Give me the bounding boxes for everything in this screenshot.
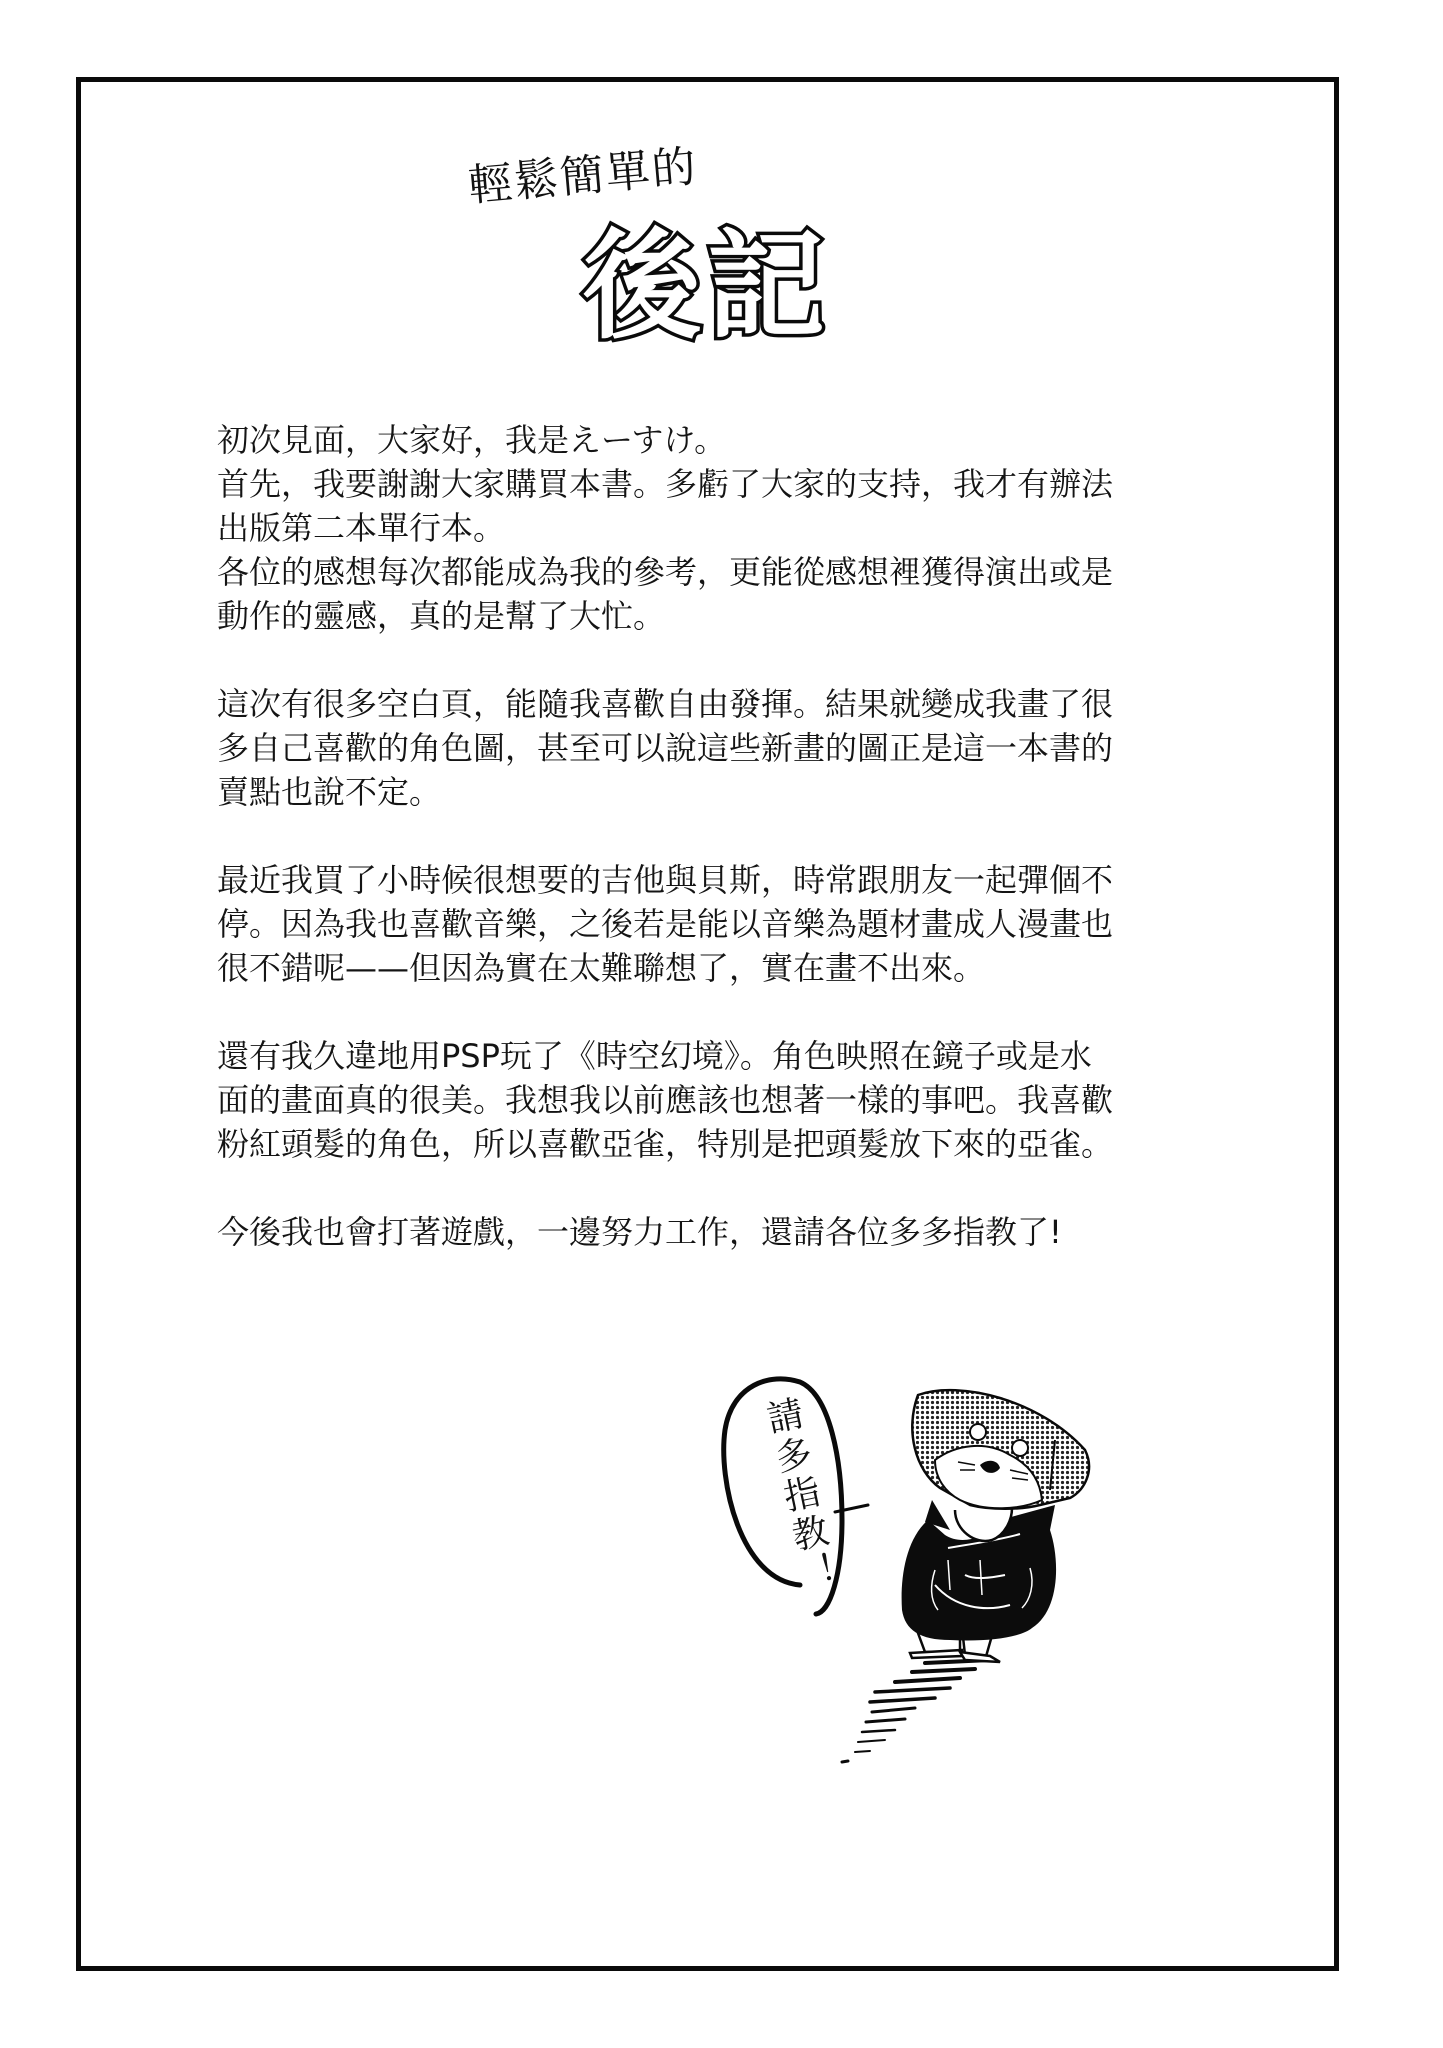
text-line: 賣點也說不定。 [217,773,442,811]
text-line: 各位的感想每次都能成為我的參考，更能從感想裡獲得演出或是 [217,553,1114,591]
text-line: 這次有很多空白頁，能隨我喜歡自由發揮。結果就變成我畫了很 [217,685,1114,723]
paragraph-games [217,1034,1197,1166]
text-line: 多自己喜歡的角色圖，甚至可以說這些新畫的圖正是這一本書的 [217,729,1114,767]
text-line: 今後我也會打著遊戲，一邊努力工作，還請各位多多指教了! [217,1213,1062,1251]
shadow-hatching-icon [842,1660,990,1762]
afterword-subtitle: 輕鬆簡單的 [466,141,700,212]
paragraph-greeting [217,418,1197,638]
paragraph-music [217,858,1197,990]
afterword-title: 後記 [583,217,832,355]
speech-bubble-text: 請多指教！ [758,1393,841,1598]
text-line: 粉紅頭髮的角色，所以喜歡亞雀，特別是把頭髮放下來的亞雀。 [217,1125,1114,1163]
text-line: 出版第二本單行本。 [217,509,506,547]
paragraph-blank-pages [217,682,1197,814]
text-line: 很不錯呢——但因為實在太難聯想了，實在畫不出來。 [217,949,986,987]
text-line: 還有我久違地用PSP玩了《時空幻境》。角色映照在鏡子或是水 [217,1037,1092,1075]
text-line: 面的畫面真的很美。我想我以前應該也想著一樣的事吧。我喜歡 [217,1081,1114,1119]
text-line: 初次見面，大家好，我是えーすけ。 [217,421,727,459]
character-head-icon [912,1390,1089,1509]
afterword-body [217,418,1197,1298]
text-line: 首先，我要謝謝大家購買本書。多虧了大家的支持，我才有辦法 [217,465,1114,503]
text-line: 最近我買了小時候很想要的吉他與貝斯，時常跟朋友一起彈個不 [217,861,1114,899]
text-line: 動作的靈感，真的是幫了大忙。 [217,597,666,635]
paragraph-closing [217,1210,1197,1254]
text-line: 停。因為我也喜歡音樂，之後若是能以音樂為題材畫成人漫畫也 [217,905,1114,943]
